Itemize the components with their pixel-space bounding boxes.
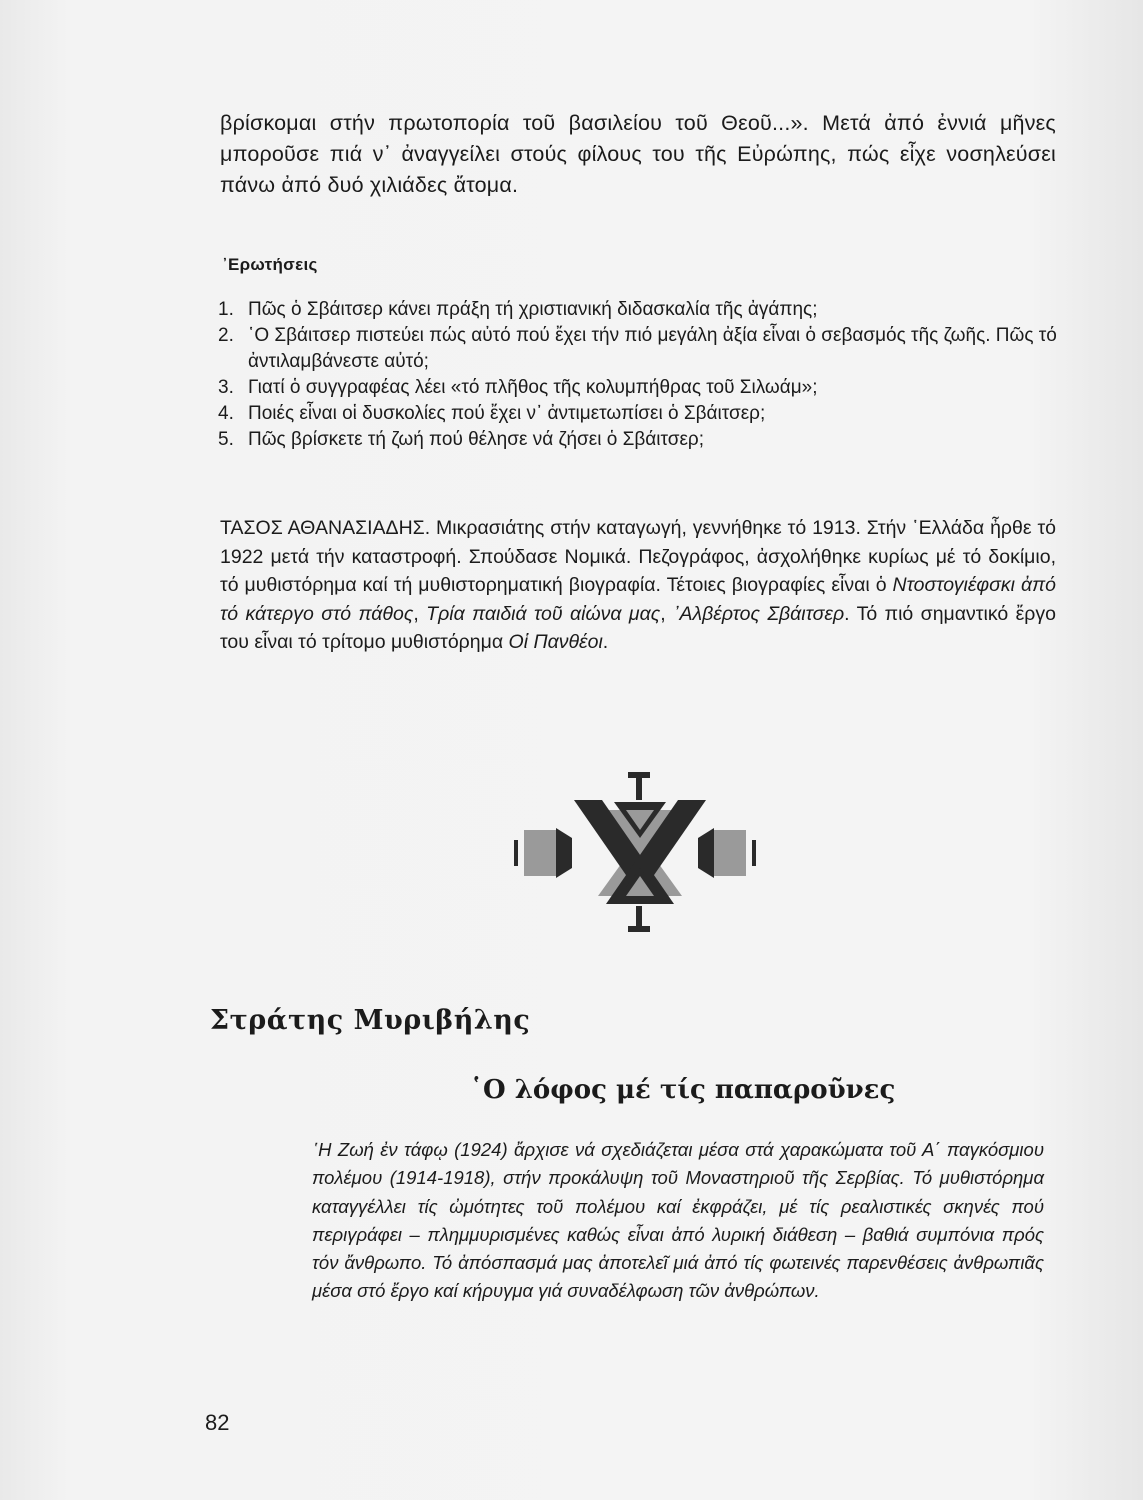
question-text: Γιατί ὁ συγγραφέας λέει «τό πλῆθος τῆς κολυμπήθρας τοῦ Σιλωάμ»; (248, 377, 818, 398)
cross-motif-ornament-icon (510, 768, 760, 938)
bio-text: . (602, 631, 609, 654)
chapter-title: ῾Ο λόφος μέ τίς παπαροῦνες (470, 1075, 896, 1105)
author-bio (220, 514, 1056, 657)
bio-work-title: ᾿Αλβέρτος Σβάιτσερ (673, 602, 845, 625)
question-item (218, 375, 1058, 401)
question-number: 4. (218, 403, 234, 424)
question-number: 5. (218, 429, 234, 450)
question-item (218, 323, 1058, 375)
intro-text: βρίσκομαι στήν πρωτοπορία τοῦ βασιλείου τοῦ Θεοῦ...». Μετά ἀπό ἐννιά μῆνες μποροῦσε πιά ν᾿ ἀναγγείλει στούς φίλους του τῆς Εὐρώπης, πώς εἶχε νοσηλεύσει πάνω ἀπό δυό χιλιάδες ἄτομα. (220, 111, 1056, 197)
bio-work-title: Τρία παιδιά τοῦ αἰώνα μας (426, 602, 661, 625)
question-item (218, 401, 1058, 427)
question-text: ῾Ο Σβάιτσερ πιστεύει πώς αὐτό πού ἔχει τήν πιό μεγάλη ἀξία εἶναι ὁ σεβασμός τῆς ζωῆς. Πῶς τό ἀντιλαμβάνεστε αὐτό; (248, 325, 1057, 372)
questions-list (218, 297, 1058, 453)
bio-text: . Τό πιό σημαντικό ἔργο του εἶναι τό τρίτομο μυθιστόρημα (220, 602, 1056, 654)
question-number: 3. (218, 377, 234, 398)
questions-heading: ᾿Ερωτήσεις (222, 255, 318, 274)
bio-separator: , (660, 602, 674, 625)
bio-paragraph (220, 514, 1056, 657)
question-text: Πῶς ὁ Σβάιτσερ κάνει πράξη τή χριστιανική διδασκαλία τῆς ἀγάπης; (248, 299, 818, 320)
bio-separator: , (413, 602, 427, 625)
question-number: 1. (218, 299, 234, 320)
question-number: 2. (218, 325, 234, 346)
question-text: Ποιές εἶναι οἱ δυσκολίες πού ἔχει ν᾿ ἀντιμετωπίσει ὁ Σβάιτσερ; (248, 403, 766, 424)
bio-work-title: Οἱ Πανθέοι (508, 631, 603, 654)
question-item (218, 297, 1058, 323)
bio-work-title: Ντοστογιέφσκι ἀπό τό κάτεργο στό πάθος (220, 574, 1057, 625)
bio-text: ΤΑΣΟΣ ΑΘΑΝΑΣΙΑΔΗΣ. Μικρασιάτης στήν καταγωγή, γεννήθηκε τό 1913. Στήν ῾Ελλάδα ἦρθε τό 1922 μετά τήν καταστροφή. Σπούδασε Νομικά. Πεζογράφος, ἀσχολήθηκε κυρίως μέ τό δοκίμιο, τό μυθιστόρημα καί τή μυθιστορηματική βιογραφία. Τέτοιες βιογραφίες εἶναι ὁ (220, 517, 1056, 597)
question-text: Πῶς βρίσκετε τή ζωή πού θέλησε νά ζήσει ὁ Σβάιτσερ; (248, 429, 704, 450)
excerpt-introduction (312, 1136, 1044, 1306)
question-item (218, 427, 1058, 453)
intro-paragraph (220, 108, 1056, 201)
page-number: 82 (205, 1410, 230, 1435)
excerpt-introduction-text: ῾Η Ζωή ἐν τάφῳ (1924) ἄρχισε νά σχεδιάζεται μέσα στά χαρακώματα τοῦ Α΄ παγκόσμιου πολέμου (1914-1918), στήν προκάλυψη τοῦ Μοναστηριοῦ τῆς Σερβίας. Τό μυθιστόρημα καταγγέλλει τίς ὠμότητες τοῦ πολέμου καί ἐκφράζει, μέ τίς ρεαλιστικές σκηνές πού περιγράφει – πλημμυρισμένες καθώς εἶναι ἀπό λυρική διάθεση – βαθιά συμπόνια πρός τόν ἄνθρωπο. Τό ἀπόσπασμά μας ἀποτελεῖ μιά ἀπό τίς φωτεινές παρενθέσεις ἀνθρωπιᾶς μέσα στό ἔργο καί κήρυγμα γιά συναδέλφωση τῶν ἀνθρώπων. (312, 1139, 1044, 1302)
author-name: Στράτης Μυριβήλης (210, 1005, 531, 1036)
